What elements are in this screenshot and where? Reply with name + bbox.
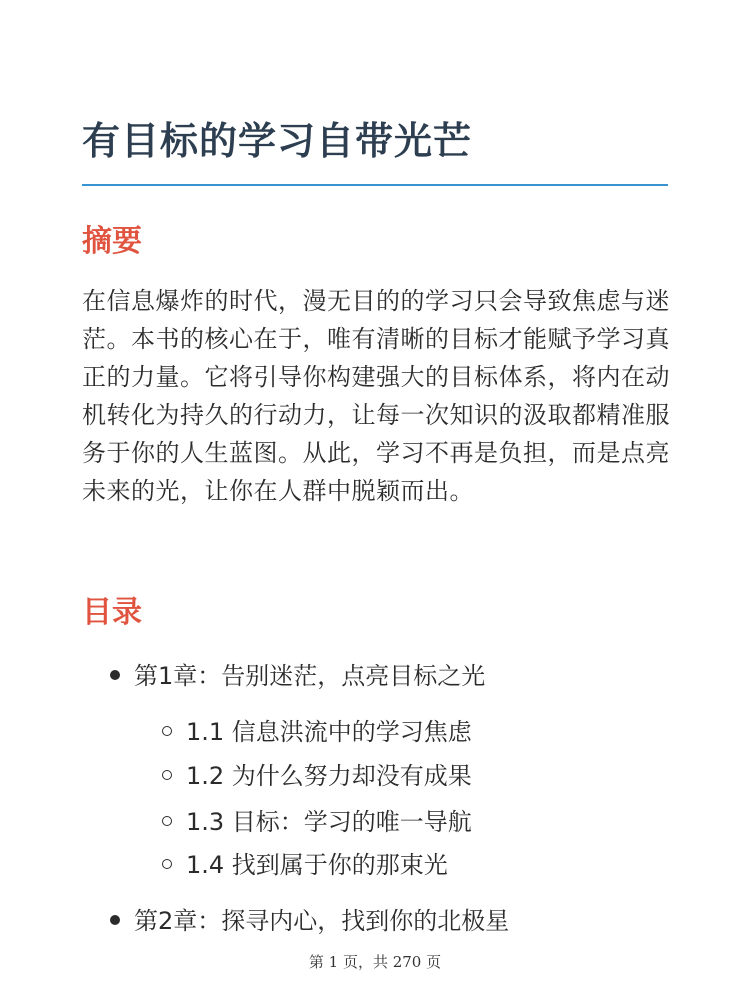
bullet-icon <box>110 670 120 680</box>
bullet-icon <box>110 915 120 925</box>
abstract-text: 在信息爆炸的时代，漫无目的的学习只会导致焦虑与迷茫。本书的核心在于，唯有清晰的目标才能赋予学习真正的力量。它将引导你构建强大的目标体系，将内在动机转化为持久的行动力，让每一次知识的汲取都精准服务于你的人生蓝图。从此，学习不再是负担，而是点亮未来的光，让你在人群中脱颖而出。 <box>82 287 670 505</box>
toc-chapter-2[interactable] <box>110 905 509 937</box>
title-divider <box>82 184 668 186</box>
toc-chapter-1[interactable] <box>110 660 485 692</box>
hollow-bullet-icon <box>162 726 172 736</box>
hollow-bullet-icon <box>162 859 172 869</box>
hollow-bullet-icon <box>162 816 172 826</box>
toc-section-1-3[interactable] <box>162 806 472 838</box>
document-title: 有目标的学习自带光芒 <box>82 119 473 163</box>
toc-section-label: 1.2 为什么努力却没有成果 <box>186 762 472 790</box>
hollow-bullet-icon <box>162 770 172 780</box>
toc-chapter-label: 第2章：探寻内心，找到你的北极星 <box>134 907 510 935</box>
abstract-heading: 摘要 <box>82 224 142 259</box>
toc-chapter-label: 第1章：告别迷茫，点亮目标之光 <box>134 662 486 690</box>
toc-heading: 目录 <box>82 595 142 630</box>
toc-section-label: 1.1 信息洪流中的学习焦虑 <box>186 718 472 746</box>
page-footer: 第 1 页，共 270 页 <box>308 953 442 971</box>
toc-section-1-2[interactable] <box>162 760 472 792</box>
toc-section-label: 1.3 目标：学习的唯一导航 <box>186 808 472 836</box>
toc-section-1-4[interactable] <box>162 849 448 881</box>
toc-section-label: 1.4 找到属于你的那束光 <box>186 851 448 879</box>
toc-section-1-1[interactable] <box>162 716 472 748</box>
